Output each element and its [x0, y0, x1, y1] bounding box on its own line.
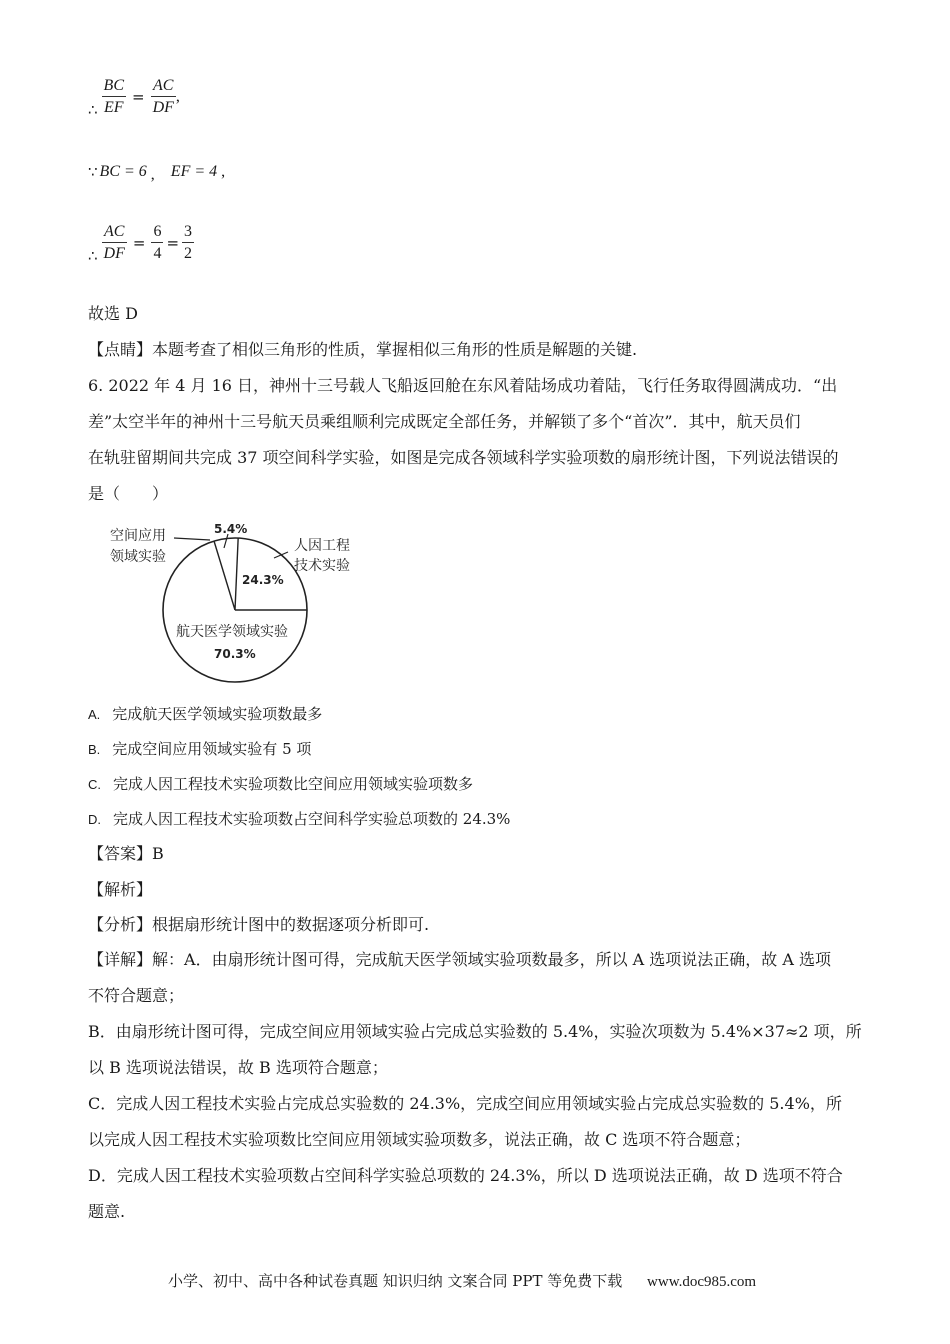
- fraction-ac-df: $\frac{AC}{DF}$: [103, 222, 125, 262]
- pie-value-hangtian: 70.3%: [214, 647, 256, 661]
- footer-text: 小学、初中、高中各种试卷真题 知识归纳 文案合同 PPT 等免费下载: [168, 1272, 623, 1290]
- fraction-3-2: $\frac{3}{2}$: [184, 222, 193, 262]
- detail-tag: 【详解】: [88, 950, 153, 969]
- page-footer: [168, 1270, 756, 1291]
- question-line: 是（ ）: [88, 484, 169, 503]
- equation-bc: BC = 6: [99, 163, 147, 180]
- equation-ef: EF = 4: [170, 163, 218, 180]
- option-text: 完成航天医学领域实验项数最多: [112, 705, 323, 723]
- leader-line-kongjian: [174, 538, 210, 540]
- footer-link[interactable]: www.doc985.com: [647, 1274, 757, 1290]
- option-letter: B.: [88, 742, 101, 757]
- detail-line: 以 B 选项说法错误，故 B 选项符合题意；: [88, 1058, 388, 1077]
- question-line: 差”太空半年的神州十三号航天员乘组顺利完成既定全部任务，并解锁了多个“首次”．其中，航天员们: [88, 412, 801, 431]
- fenxi-text: 根据扇形统计图中的数据逐项分析即可.: [152, 915, 430, 934]
- option-c: [88, 774, 473, 795]
- option-text: 完成人因工程技术实验项数比空间应用领域实验项数多: [113, 775, 474, 793]
- fenxi-line: [88, 915, 429, 935]
- dianjing-tag: 【点睛】: [88, 340, 153, 359]
- detail-line: 【详解】解：A．由扇形统计图可得，完成航天医学领域实验项数最多，所以 A 选项说法正确，故 A 选项: [88, 950, 832, 969]
- fraction-bc-ef: $\frac{BC}{EF}$: [103, 76, 124, 116]
- pie-value-renyin: 24.3%: [242, 573, 284, 587]
- question-line: 6. 2022 年 4 月 16 日，神州十三号载人飞船返回舱在东风着陆场成功着陆，飞行任务取得圆满成功．“出: [88, 376, 838, 395]
- answer-value: B: [152, 844, 164, 863]
- question-line: 在轨驻留期间共完成 37 项空间科学实验，如图是完成各领域科学实验项数的扇形统计图，下列说法错误的: [88, 448, 839, 467]
- dianjing-text: 本题考查了相似三角形的性质，掌握相似三角形的性质是解题的关键.: [152, 340, 638, 359]
- pie-label-kongjian-1: 空间应用: [110, 528, 166, 544]
- therefore-symbol: ∴: [88, 101, 98, 119]
- fraction-6-4: $\frac{6}{4}$: [153, 222, 162, 262]
- option-b: [88, 739, 311, 760]
- option-letter: C.: [88, 777, 101, 792]
- because-symbol: ∵: [88, 163, 98, 181]
- pie-label-renyin-1: 人因工程: [294, 538, 350, 554]
- detail-line: D．完成人因工程技术实验项数占空间科学实验总项数的 24.3%，所以 D 选项说法正确，故 D 选项不符合: [88, 1166, 843, 1185]
- jiexi-tag: 【解析】: [88, 880, 153, 899]
- option-letter: D.: [88, 812, 101, 827]
- option-a: [88, 704, 322, 725]
- answer-line: [88, 844, 164, 864]
- detail-line: 不符合题意；: [88, 986, 185, 1005]
- pie-value-kongjian: 5.4%: [214, 522, 248, 536]
- therefore-symbol: ∴: [88, 247, 98, 265]
- answer-choice-line: 故选 D: [88, 304, 138, 323]
- pie-label-renyin-2: 技术实验: [294, 558, 350, 574]
- detail-line: C．完成人因工程技术实验占完成总实验数的 24.3%，完成空间应用领域实验占完成总实验数的 5.4%，所: [88, 1094, 842, 1113]
- detail-line: 题意.: [88, 1202, 126, 1221]
- fenxi-tag: 【分析】: [88, 915, 153, 934]
- option-text: 完成人因工程技术实验项数占空间科学实验总项数的 24.3%: [113, 810, 511, 828]
- detail-line: B．由扇形统计图可得，完成空间应用领域实验占完成总实验数的 5.4%，实验次项数为 5.4%×37≈2 项，所: [88, 1022, 862, 1041]
- pie-label-kongjian-2: 领域实验: [110, 549, 166, 565]
- pie-chart: [96, 516, 396, 686]
- math-line-3: ∴ $\frac{AC}{DF}$ = $\frac{6}{4}$ = $\frac{3}{2}$: [88, 222, 193, 265]
- detail-line: 以完成人因工程技术实验项数比空间应用领域实验项数多，说法正确，故 C 选项不符合题意；: [88, 1130, 751, 1149]
- math-line-2: ∵ BC = 6 , EF = 4 ,: [88, 163, 226, 183]
- dianjing-line: [88, 340, 637, 360]
- option-letter: A.: [88, 707, 101, 722]
- fraction-ac-df: $\frac{AC}{DF}$: [152, 76, 174, 116]
- math-line-1: ∴ $\frac{BC}{EF}$ = $\frac{AC}{DF}$ ,: [88, 76, 180, 119]
- option-text: 完成空间应用领域实验有 5 项: [112, 740, 312, 758]
- option-d: [88, 809, 510, 830]
- answer-tag: 【答案】: [88, 844, 153, 863]
- pie-label-hangtian: 航天医学领域实验: [176, 624, 288, 640]
